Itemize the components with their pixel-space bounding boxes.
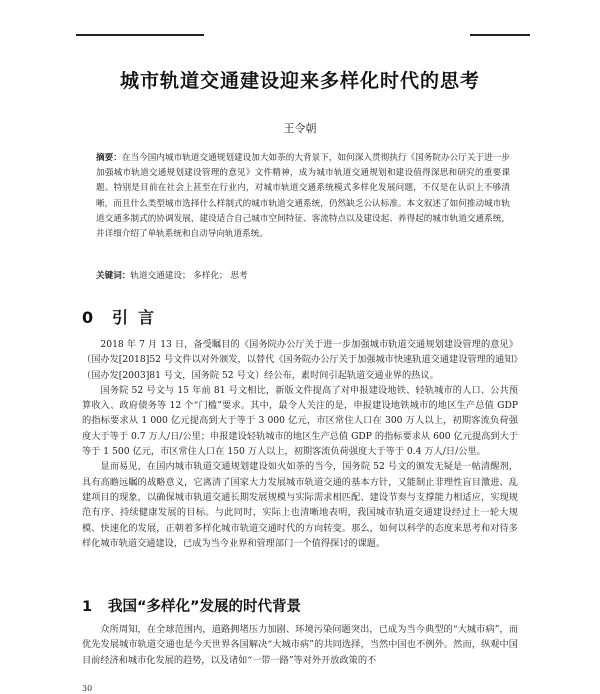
paragraph: 显而易见，在国内城市轨道交通规划建设如火如荼的当今，国务院 52 号文的颁发无疑是一帖清醒剂，具有高瞻远瞩的战略意义，它离清了国家大力发展城市轨道交通的基本方针，又能制止非理性盲目激进、乱建项目的现象，以确保城市轨道交通长期发展规模与实际需求相匹配、建设节奏与支撑能力相适应，实现规范有序、持续健康发展的目标。与此同时，实际上也清晰地表明，我国城市轨道交通建设经过上一轮大规模、快速化的发展，正朝着多样化城市轨道交通时代的方向转变。那么，如何以科学的态度来思考和对待多样化城市轨道交通建设，已成为当今业界和管理部门一个值得探讨的课题。 bbox=[82, 461, 518, 549]
keywords-text: 轨道交通建设； 多样化； 思考 bbox=[130, 271, 248, 281]
author-name: 王令朝 bbox=[283, 122, 317, 135]
section-heading-background bbox=[82, 595, 301, 616]
paragraph: 2018 年 7 月 13 日，备受瞩目的《国务院办公厅关于进一步加强城市轨道交通规划建设管理的意见》（国办发[2018]52 号文件以对外颁发，以替代《国务院办公厅关于加强城市快速轨道交通建设管理的通知》（国办发[2003]81 号文，国务院 52 号文）经公布，素时间引起轨道交通业界的热议。 bbox=[82, 339, 518, 381]
header-rule-left bbox=[76, 34, 204, 36]
article-title: 城市轨道交通建设迎来多样化时代的思考 bbox=[119, 70, 480, 92]
section-number: 1 bbox=[82, 599, 93, 615]
section-title: 我国“多样化”发展的时代背景 bbox=[108, 599, 302, 615]
paragraph: 众所周知，在全球范围内，道路拥堵压力加剧、环境污染问题突出，已成为当今典型的“大城市病”，而优先发展城市轨道交通也是今天世界各国解决“大城市病”的共同选择，当然中国也不例外。然而，纵观中国目前经济和城市化发展的趋势，以及诸如“一带一路”等对外开放政策的不 bbox=[82, 624, 518, 666]
header-rule-right bbox=[470, 34, 530, 36]
abstract-text: 在当今国内城市轨道交通规划建设加大如荼的大背景下，如何深入贯彻执行《国务院办公厅关于进一步加强城市轨道交通规划建设管理的意见》文件精神，成为城市轨道交通规划和建设值得深思和研究的重要课题。特别是目前在社会上甚至在行业内，对城市轨道交通系统模式多样化发展问题，不仅是在认识上不够清晰，而且什么类型城市选择什么样制式的城市轨道交通系统，仍然缺乏公认标准。本文叙述了如何推动城市轨道交通多制式的协调发展，建设适合自己城市空间特征、客流特点以及建设起、养得起的城市轨道交通系统，并详细介绍了单轨系统和自动导向轨道系统。 bbox=[96, 153, 510, 240]
keywords-label: 关键词： bbox=[96, 271, 131, 281]
abstract bbox=[96, 151, 510, 242]
keywords bbox=[96, 269, 510, 283]
section-number: 0 bbox=[82, 308, 94, 327]
section-body-background bbox=[82, 622, 518, 668]
abstract-label: 摘要： bbox=[96, 153, 122, 163]
page-number: 30 bbox=[82, 684, 93, 693]
section-body-intro bbox=[82, 337, 518, 551]
paragraph: 国务院 52 号文与 15 年前 81 号文相比，新版文件提高了对申报建设地铁、轻轨城市的人口、公共预算收入、政府债务等 12 个“门槛”要求。其中，最令人关注的是，申报建设地铁城市的地区生产总值 GDP 的指标要求从 1 000 亿元提高到大于等于 3 000 亿元，市区常住人口在 300 万人以上，初期客流负荷强度大于等于 0.7 万人/日/公里；申报建设轻轨城市的地区生产总值 GDP 的指标要求从 600 亿元提高到大于等于 1 500 亿元，市区常住人口在 150 万人以上，初期客流负荷强度大于等于 0.4 万人/日/公里。 bbox=[82, 384, 518, 458]
section-title: 引言 bbox=[112, 308, 165, 327]
section-heading-intro bbox=[82, 305, 164, 328]
